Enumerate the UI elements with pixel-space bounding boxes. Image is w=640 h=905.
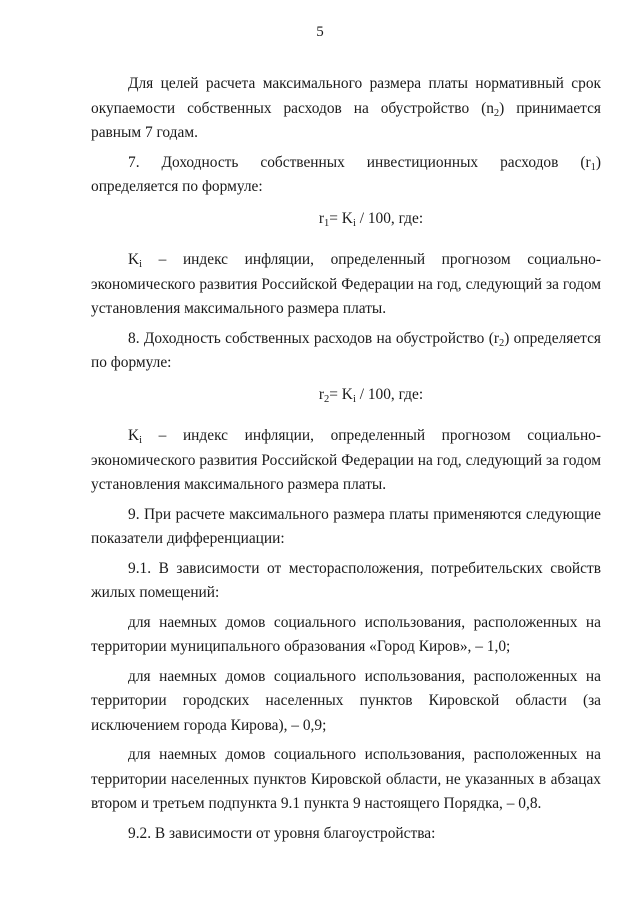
paragraph-differentiation: 9. При расчете максимального размера платы применяются следующие показатели дифференциации: [91,505,601,547]
paragraph-inflation-index-1: $K_i$ – индекс инфляции, определенный прогнозом социально-экономического развития Российской Федерации на год, следующий за годом установления максимального размера платы. [91,251,601,317]
paragraph-inflation-index-2: $K_i$ – индекс инфляции, определенный прогнозом социально-экономического развития Российской Федерации на год, следующий за годом установления максимального размера платы. [91,427,601,493]
paragraph-kirov-city: для наемных домов социального использования, расположенных на территории муниципального образования «Город Киров», – 1,0; [91,613,601,655]
paragraph-arrangement-yield: 8. Доходность собственных расходов на обустройство $(r_2)$ определяется по формуле: [91,329,601,371]
paragraph-payback-period: Для целей расчета максимального размера платы нормативный срок окупаемости собственных расходов на обустройство $(n_2)$ принимается равным 7 годам. [91,75,601,141]
formula-r2: $r_2= K_i / 100$, где: [318,385,424,405]
paragraph-location: 9.1. В зависимости от месторасположения, потребительских свойств жилых помещений: [91,559,601,601]
paragraph-other-settlements: для наемных домов социального использования, расположенных на территории населенных пунктов Кировской области, не указанных в абзацах втором и третьем подпункта 9.1 пункта 9 настоящего Порядка, – 0,8. [91,746,601,812]
formula-r1: $r_1= K_i / 100$, где: [318,209,424,229]
document-body [91,72,601,847]
paragraph-urban-settlements: для наемных домов социального использования, расположенных на территории городских населенных пунктов Кировской области (за исключением города Кирова), – 0,9; [91,667,601,734]
page-number: 5 [316,24,324,40]
paragraph-investment-yield: 7. Доходность собственных инвестиционных расходов $(r_1)$ определяется по формуле: [91,153,601,195]
paragraph-amenities: 9.2. В зависимости от уровня благоустройства: [128,824,436,842]
